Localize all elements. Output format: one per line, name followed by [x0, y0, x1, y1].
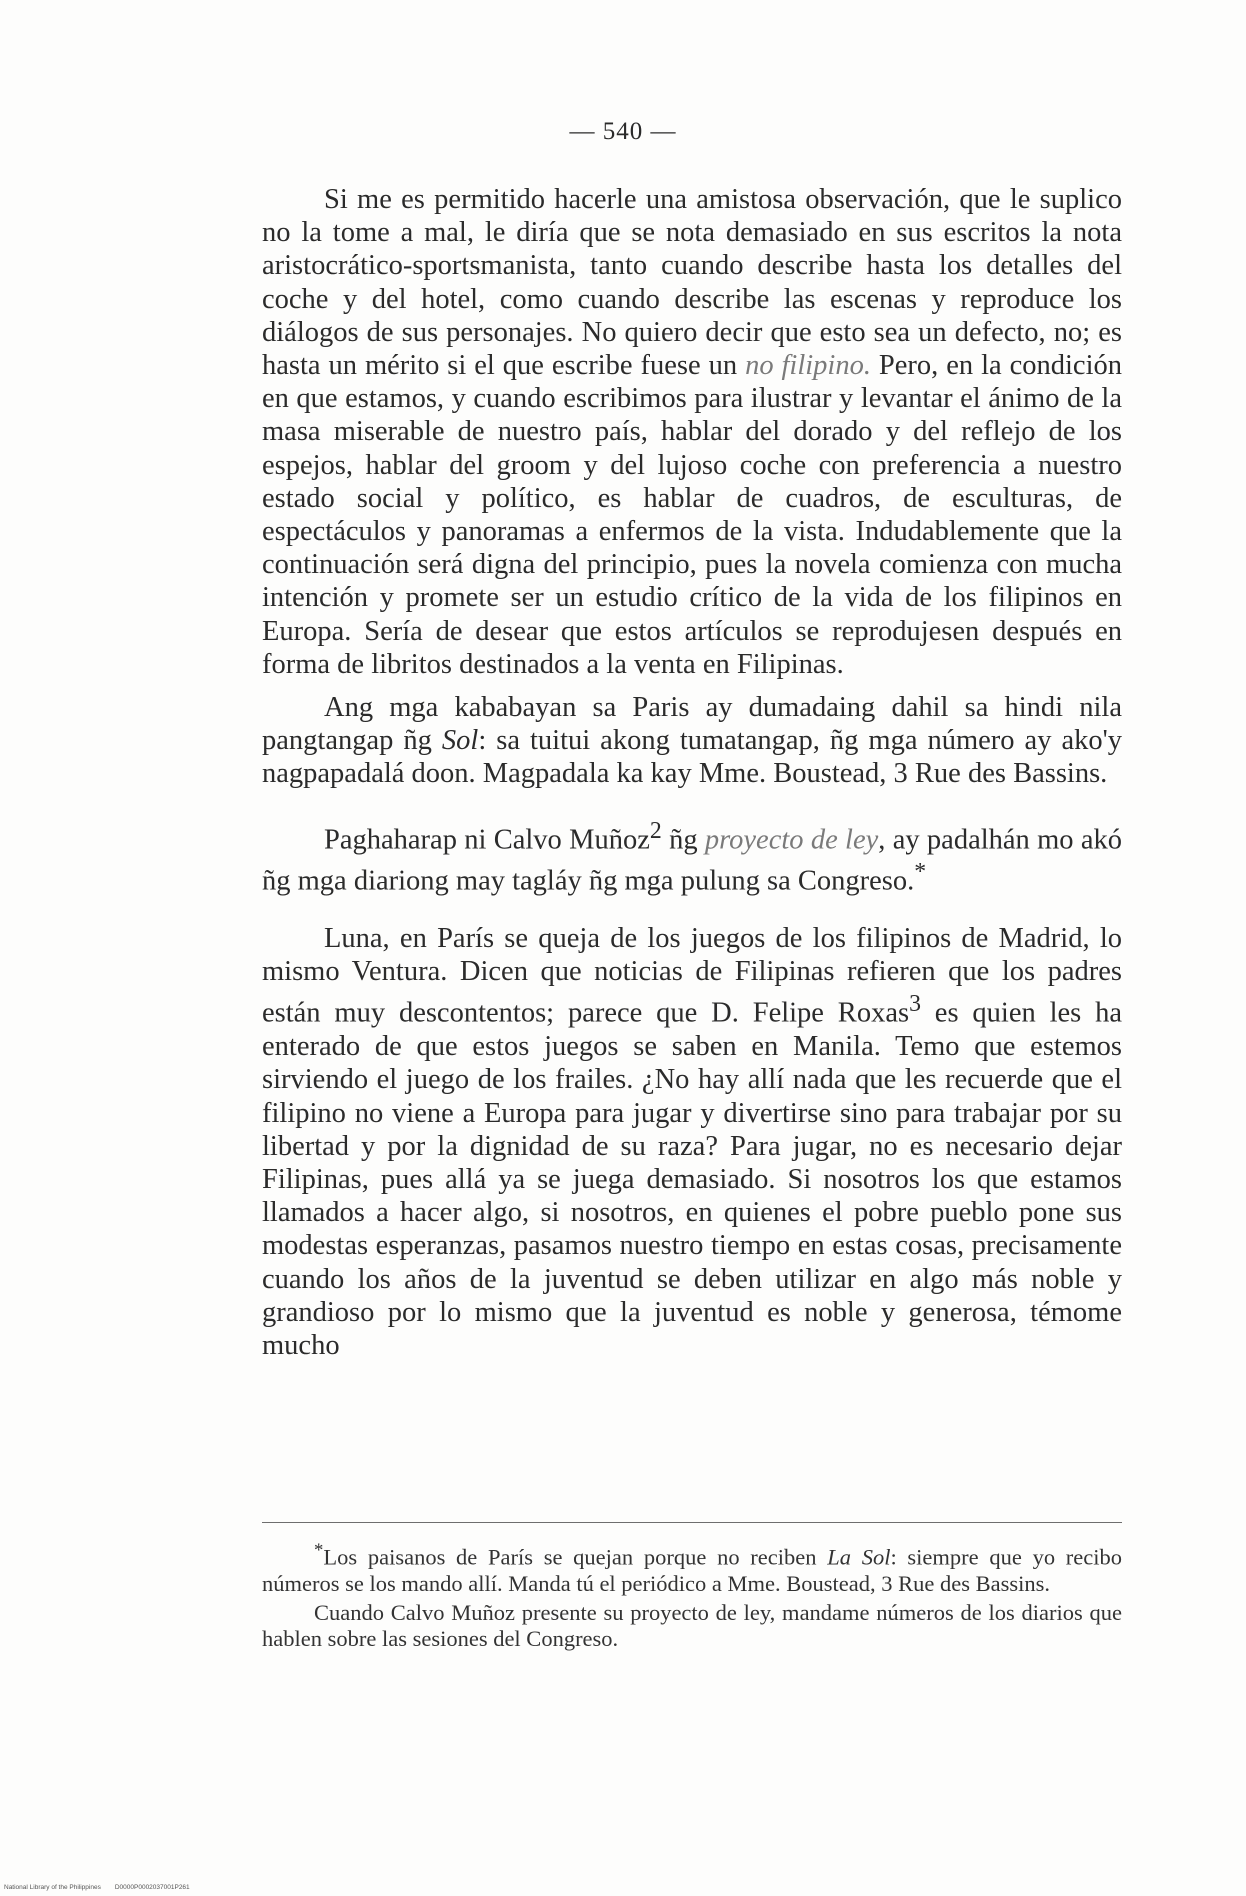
- scan-credit: [4, 1884, 190, 1891]
- paragraph-3-text-c: , ay padalhán mo akó ñg mga diariong may tagláy ñg mga pulung sa Congreso.: [262, 824, 1122, 897]
- paragraph-3-italic: proyecto de ley: [704, 824, 879, 856]
- letter-body: [262, 183, 1122, 1362]
- paragraph-1-italic: no filipino.: [745, 350, 871, 382]
- footnote-1-italic: La Sol: [827, 1544, 891, 1570]
- footnotes: [262, 1538, 1122, 1653]
- paragraph-2: [262, 691, 1122, 791]
- paragraph-2-text-a: Ang mga kababayan sa Paris ay dumadaing dahil sa hindi nila pangtangap ñg: [262, 692, 1122, 757]
- paragraph-2-italic: Sol: [441, 725, 479, 757]
- paragraph-4-text-a: Luna, en París se queja de los juegos de los filipinos de Madrid, lo mismo Ventura. Dicen que noticias de Filipinas refieren que los padres están muy descontentos; parece que D. Felipe Roxas: [262, 923, 1122, 1029]
- scan-credit-source: National Library of the Philippines: [4, 1884, 101, 1891]
- paragraph-4-text-b: es quien les ha enterado de que estos juegos se saben en Manila. Temo que estemos sirviendo el juego de los frailes. ¿No hay allí nada que les recuerde que el filipino no viene a Europa para jugar y divertirse sino para trabajar por su libertad y por la dignidad de su raza? Para jugar, no es necesario dejar Filipinas, pues allá ya se juega demasiado. Si nosotros los que estamos llamados a hacer algo, si nosotros, en quienes el pobre pueblo pone sus modestas esperanzas, pasamos nuestro tiempo en estas cosas, precisamente cuando los años de la juventud se deben utilizar en algo más noble y grandioso por lo mismo que la juventud es noble y generosa, témome mucho: [262, 997, 1122, 1361]
- footnote-2-text: Cuando Calvo Muñoz presente su proyecto de ley, mandame números de los diarios que hablen sobre las sesiones del Congreso.: [262, 1599, 1122, 1652]
- paragraph-3-asterisk: *: [914, 859, 927, 886]
- paragraph-3-text-a: Paghaharap ni Calvo Muñoz: [324, 824, 650, 856]
- footnote-1-text-b: : siempre que yo recibo números se los mando allí. Manda tú el periódico a Mme. Boustead, 3 Rue des Bassins.: [262, 1544, 1123, 1597]
- footnote-2: [262, 1600, 1122, 1653]
- page-number: — 540 —: [569, 118, 677, 145]
- footnote-divider: [262, 1522, 1122, 1523]
- footnote-1: [262, 1538, 1122, 1598]
- paragraph-4-footnote-ref: 3: [909, 991, 921, 1018]
- paragraph-4: [262, 922, 1122, 1362]
- paragraph-1-text-b: Pero, en la condición en que estamos, y cuando escribimos para ilustrar y levantar el ánimo de la masa miserable de nuestro país, hablar del dorado y del reflejo de los espejos, hablar del groom y del lujoso coche con preferencia a nuestro estado social y político, es hablar de cuadros, de esculturas, de espectáculos y panoramas a enfermos de la vista. Indudablemente que la continuación será digna del principio, pues la novela comienza con mucha intención y promete ser un estudio crítico de la vida de los filipinos en Europa. Sería de desear que estos artículos se reprodujesen después en forma de libritos destinados a la venta en Filipinas.: [262, 350, 1122, 680]
- paragraph-1-text-a: Si me es permitido hacerle una amistosa observación, que le suplico no la tome a mal, le diría que se nota demasiado en sus escritos la nota aristocrático-sportsmanista, tanto cuando describe hasta los detalles del coche y del hotel, como cuando describe las escenas y reproduce los diálogos de sus personajes. No quiero decir que esto sea un defecto, no; es hasta un mérito si el que escribe fuese un: [262, 184, 1122, 382]
- paragraph-3-footnote-ref: 2: [649, 817, 662, 844]
- paragraph-3-text-b: ñg: [661, 824, 705, 856]
- footnote-1-asterisk: *: [314, 1540, 324, 1561]
- paragraph-1: [262, 183, 1122, 681]
- scan-credit-code: D0000P0002037001P261: [114, 1884, 190, 1891]
- footnote-1-text-a: Los paisanos de París se quejan porque no reciben: [323, 1544, 828, 1570]
- paragraph-3: [262, 815, 1122, 898]
- paragraph-2-text-b: : sa tuitui akong tumatangap, ñg mga número ay ako'y nagpapadalá doon. Magpadala ka kay Mme. Boustead, 3 Rue des Bassins.: [262, 725, 1122, 790]
